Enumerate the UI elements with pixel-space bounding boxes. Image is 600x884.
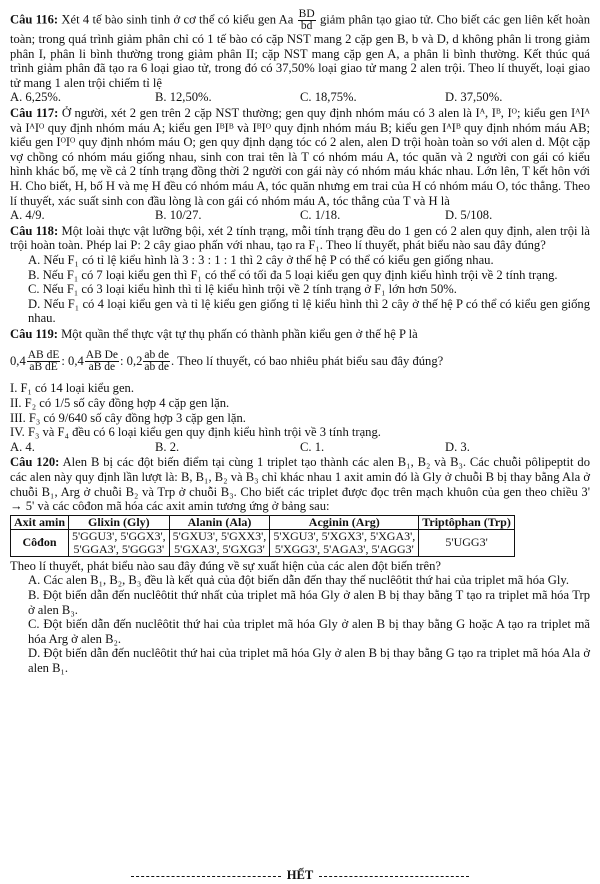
statement-1: I. F₁ có 14 loại kiểu gen. xyxy=(10,381,135,396)
option-d: D. 37,50%. xyxy=(445,90,503,105)
question-number: Câu 119: xyxy=(10,326,58,341)
genotype-fraction: $\frac{\text{ab de}}{\text{ab de}}$ xyxy=(144,348,170,373)
question-117 xyxy=(10,106,590,208)
statement-2: II. F₂ có 1/5 số cây đồng hợp 4 cặp gen lặn. xyxy=(10,396,230,411)
option-c: C. Đột biến dẫn đến nuclêôtit thứ hai của triplet mã hóa Gly ở alen B bị thay bằng G hoặc A tạo ra triplet mã hóa Arg ở alen B₂. xyxy=(28,617,590,646)
end-marker xyxy=(10,868,590,883)
option-a: A. Nếu F₁ có tỉ lệ kiểu hình là 3 : 3 : 1 : 1 thì 2 cây ở thế hệ P có thể có kiểu gen giống nhau. xyxy=(28,252,494,267)
option-d: D. Nếu F₁ có 4 loại kiểu gen và tỉ lệ kiểu gen giống tỉ lệ kiểu hình thì 2 cây ở thế hệ P có thể có kiểu gen giống nhau. xyxy=(28,296,590,326)
option-d: D. 5/108. xyxy=(445,208,493,223)
table-row xyxy=(11,529,515,556)
question-118 xyxy=(10,224,590,253)
option-d: D. 3. xyxy=(445,439,470,454)
table-header-row xyxy=(11,515,515,529)
option-a: A. Các alen B₁, B₂, B₃ đều là kết quả của đột biến dẫn đến thay thế nuclêôtit thứ hai của triplet mã hóa Gly. xyxy=(28,573,569,588)
table-header: Glixin (Gly) xyxy=(69,515,170,529)
answer-options xyxy=(10,90,590,105)
question-number: Câu 117: xyxy=(10,105,59,120)
option-a: A. 6,25%. xyxy=(10,90,62,105)
question-119 xyxy=(10,327,590,342)
statement-4: IV. F₃ và F₄ đều có 6 loại kiểu gen quy định kiểu hình trội về 3 tính trạng. xyxy=(10,425,381,440)
row-label: Côđon xyxy=(11,529,69,556)
genotype-coef: : 0,4 xyxy=(61,354,84,369)
genotype-composition xyxy=(10,341,590,381)
question-lead: Theo lí thuyết, phát biểu nào sau đây đúng về sự xuất hiện của các alen đột biến trên? xyxy=(10,558,442,573)
option-b: B. Nếu F₁ có 7 loại kiểu gen thì F₁ có thể có tối đa 5 loại kiểu gen quy định kiểu hình trội về 2 tính trạng. xyxy=(28,267,558,282)
table-cell: 5'GXU3', 5'GXX3', 5'GXA3', 5'GXG3' xyxy=(169,529,270,556)
statement-3: III. F₃ có 9/640 số cây đồng hợp 3 cặp gen lặn. xyxy=(10,410,246,425)
genotype-coef: 0,4 xyxy=(10,354,26,369)
exam-page xyxy=(10,8,591,882)
end-label: HẾT xyxy=(286,868,314,882)
question-text: giảm phân tạo giao tử. Cho biết các gen liên kết hoàn toàn; trong quá trình giảm phân chỉ có 1 tế bào có cặp NST mang 2 cặp gen B, b và D, d không phân li trong giảm phân I, phân li bình thường trong giảm phân II; cặp NST mang cặp gen A, a phân li bình thường. Kết thúc quá trình giảm phân đã tạo ra 6 loại giao tử, trong đó có 37,50% loại giao tử mang 2 alen trội. Theo lí thuyết, loại giao tử mang 1 alen trội chiếm tỉ lệ xyxy=(10,12,591,90)
genotype-fraction: $\frac{BD}{bd}$ xyxy=(298,8,315,32)
table-header: Acginin (Arg) xyxy=(270,515,419,529)
genotype-coef: : 0,2 xyxy=(120,354,143,369)
table-cell: 5'XGU3', 5'XGX3', 5'XGA3', 5'XGG3', 5'AGA3', 5'AGG3' xyxy=(270,529,419,556)
option-b: B. 10/27. xyxy=(155,208,202,223)
question-text: Một loài thực vật lưỡng bội, xét 2 tính trạng, mỗi tính trạng đều do 1 gen có 2 alen quy định, alen trội là trội hoàn toàn. Phép lai P: 2 cây giao phấn với nhau, tạo ra F₁. Theo lí thuyết, phát biểu nào sau đây đúng? xyxy=(10,223,590,253)
table-header: Axit amin xyxy=(11,515,69,529)
question-text: Alen B bị các đột biến điểm tại cùng 1 triplet tạo thành các alen B₁, B₂ và B₃. Các chuỗi pôlipeptit do các alen này quy định lần lượt là: B, B₁, B₂ và B₃ chỉ khác nhau 1 axit amin đó là Gly ở chuỗi B bị thay bằng Ala ở chuỗi B₁, Arg ở chuỗi B₂ và Trp ở chuỗi B₃. Cho biết các triplet được đọc trên mạch khuôn của gen theo chiều 3' → 5' và các côđon mã hóa các axit amin tương ứng ở bảng sau: xyxy=(10,455,590,514)
table-cell: 5'UGG3' xyxy=(419,529,515,556)
table-header: Alanin (Ala) xyxy=(169,515,270,529)
option-c: C. 1/18. xyxy=(300,208,341,223)
question-text: Một quần thể thực vật tự thụ phấn có thành phần kiểu gen ở thế hệ P là xyxy=(61,326,418,341)
codon-table xyxy=(10,515,515,557)
question-116 xyxy=(10,9,590,90)
option-b: B. 12,50%. xyxy=(155,90,212,105)
question-number: Câu 116: xyxy=(10,12,59,27)
question-120 xyxy=(10,455,590,513)
answer-options xyxy=(10,208,590,223)
question-number: Câu 118: xyxy=(10,223,59,238)
question-text: Xét 4 tế bào sinh tinh ở cơ thể có kiểu gen Aa xyxy=(61,12,294,27)
question-text: Ở người, xét 2 gen trên 2 cặp NST thường; gen quy định nhóm máu có 3 alen là Iᴬ, Iᴮ, Iᴼ; kiểu gen IᴬIᴬ và IᴬIᴼ quy định nhóm máu A; kiểu gen IᴮIᴮ và IᴮIᴼ quy định nhóm máu B; kiểu gen IᴬIᴮ quy định nhóm máu AB; kiểu gen IᴼIᴼ quy định nhóm máu O; gen quy định dạng tóc có 2 alen, alen D trội hoàn toàn so với alen d. Một cặp vợ chồng có nhóm máu giống nhau, sinh con trai tên là T có nhóm máu A, tóc quăn và 2 người con gái có kiểu hình khác bố, mẹ về cả 2 tính trạng đồng thời 2 người con gái này có nhóm máu khác nhau. Lớn lên, T kết hôn với H. Cho biết, H, bố H và mẹ H đều có nhóm máu A, tóc quăn nhưng em trai của H có nhóm máu O, tóc thẳng. Theo lí thuyết, xác suất sinh con đầu lòng là con gái có nhóm máu A, tóc thẳng của T và H là xyxy=(10,105,590,208)
option-c: C. 18,75%. xyxy=(300,90,357,105)
answer-options xyxy=(10,440,590,455)
option-a: A. 4. xyxy=(10,439,35,454)
table-cell: 5'GGU3', 5'GGX3', 5'GGA3', 5'GGG3' xyxy=(69,529,170,556)
question-text: . Theo lí thuyết, có bao nhiêu phát biểu sau đây đúng? xyxy=(171,354,444,369)
option-c: C. 1. xyxy=(300,439,325,454)
genotype-fraction: $\frac{\text{AB De}}{\text{aB de}}$ xyxy=(85,348,119,373)
option-b: B. Đột biến dẫn đến nuclêôtit thứ nhất của triplet mã hóa Gly ở alen B bị thay bằng T tạo ra triplet mã hóa Trp ở alen B₃. xyxy=(28,588,590,617)
genotype-fraction: $\frac{\text{AB dE}}{\text{aB dE}}$ xyxy=(27,348,60,373)
option-d: D. Đột biến dẫn đến nuclêôtit thứ hai của triplet mã hóa Gly ở alen B bị thay bằng G tạo ra triplet mã hóa Ala ở alen B₁. xyxy=(28,646,590,675)
option-b: B. 2. xyxy=(155,439,180,454)
question-number: Câu 120: xyxy=(10,455,60,470)
option-a: A. 4/9. xyxy=(10,208,45,223)
table-header: Triptôphan (Trp) xyxy=(419,515,515,529)
option-c: C. Nếu F₁ có 3 loại kiểu hình thì tỉ lệ kiểu hình trội về 2 tính trạng ở F₁ lớn hơn 50%. xyxy=(28,282,457,297)
